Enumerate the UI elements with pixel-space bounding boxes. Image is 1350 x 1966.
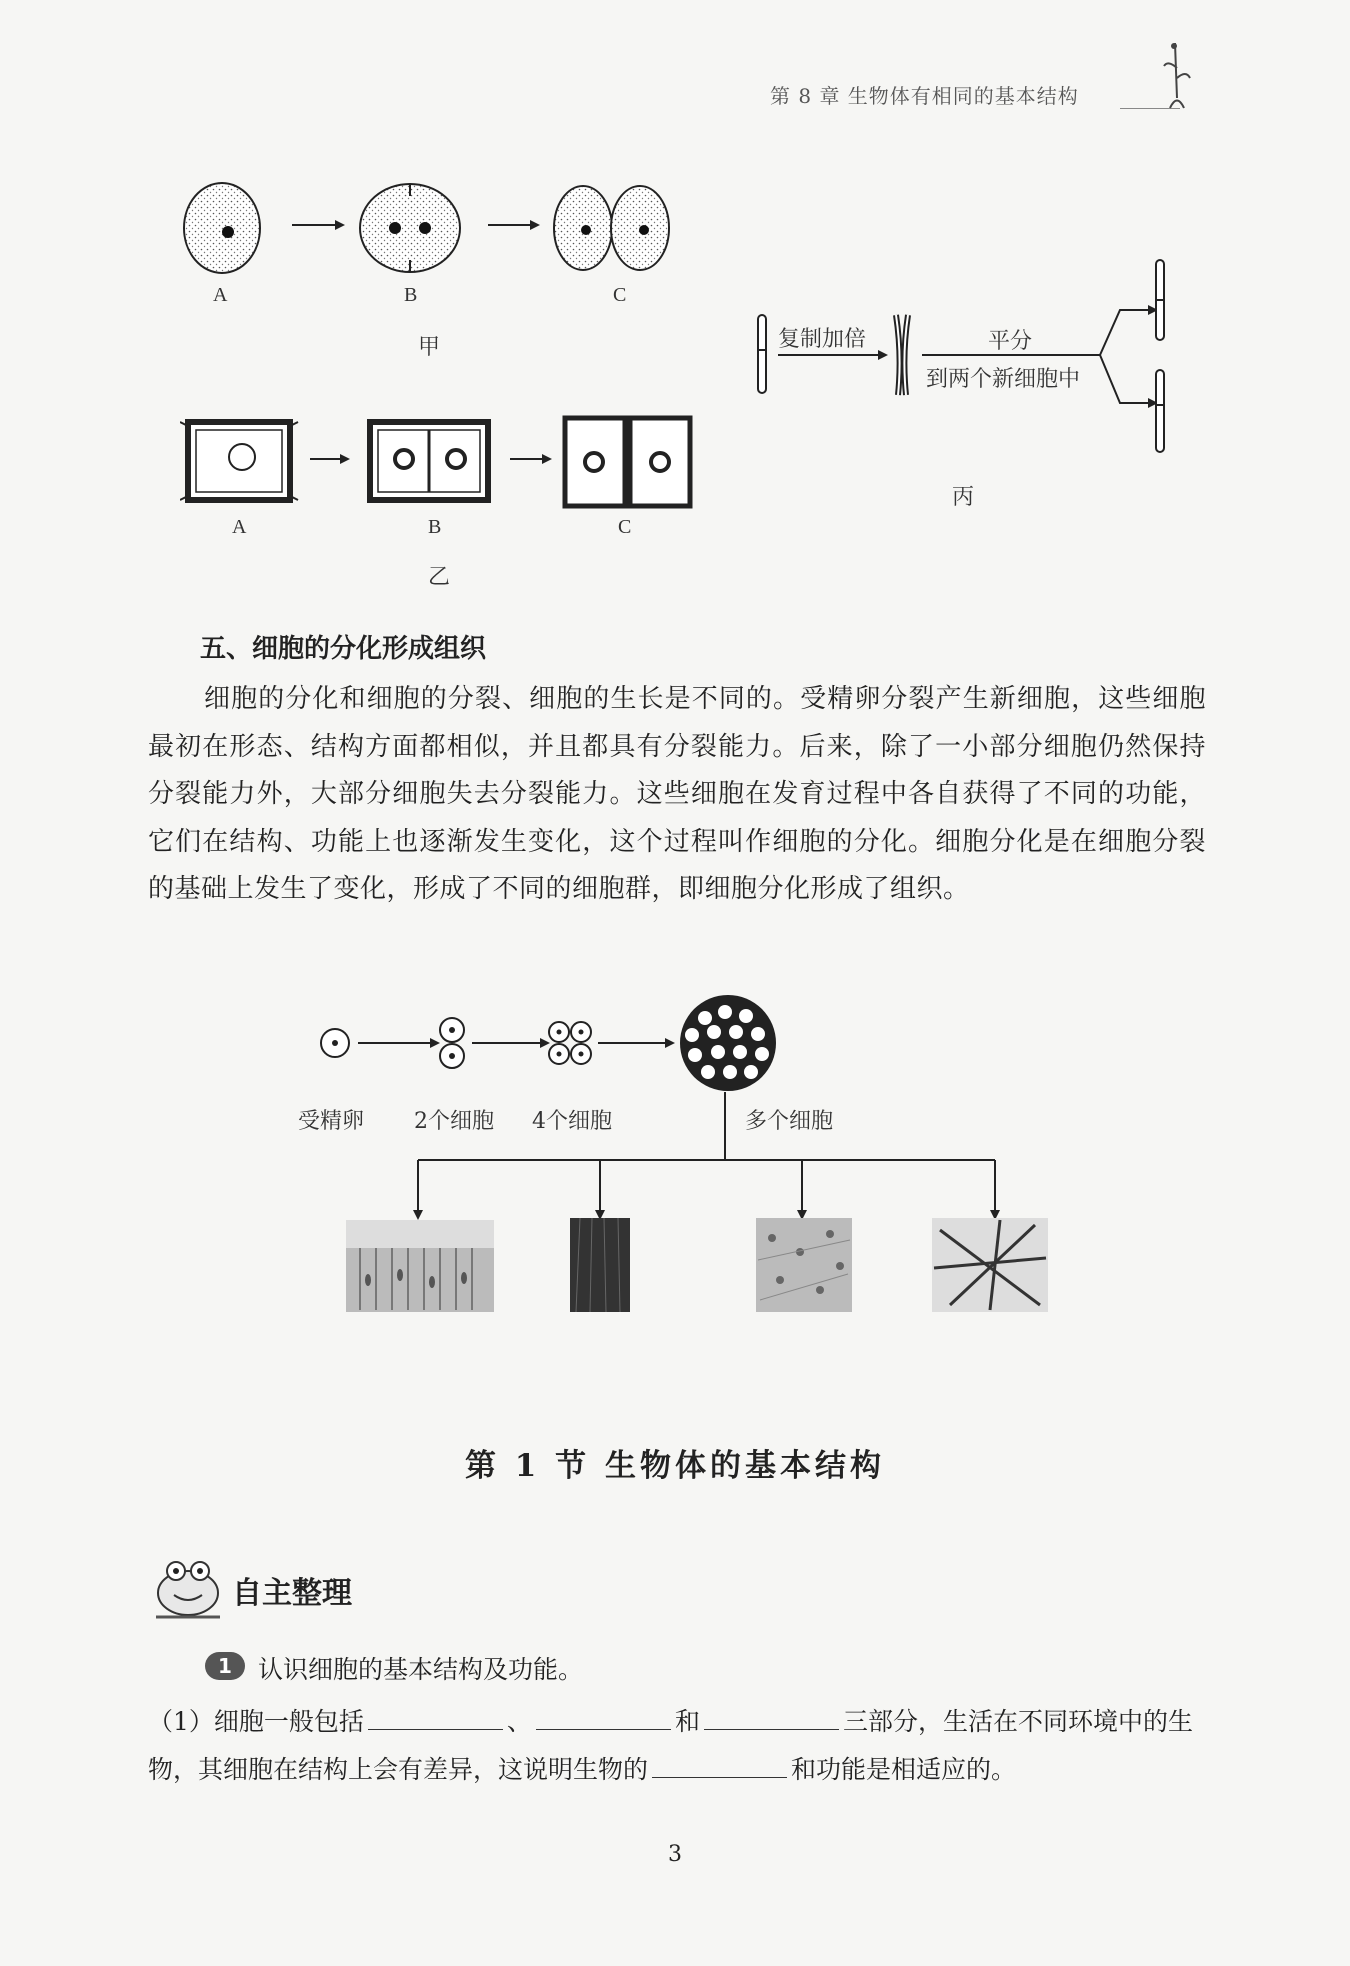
plant-icon xyxy=(1150,38,1200,118)
zygote-cell xyxy=(321,1029,349,1057)
frog-icon xyxy=(146,1555,230,1625)
q1-sep2: 和 xyxy=(674,1707,700,1736)
page-number: 3 xyxy=(668,1842,682,1867)
section-title: 第 1 节 生物体的基本结构 xyxy=(465,1448,885,1484)
jia-label-c: C xyxy=(613,284,627,306)
differentiation-diagram xyxy=(300,990,1080,1320)
figure-yi-diagram xyxy=(180,412,710,517)
figure-bing-diagram xyxy=(750,255,1180,465)
yi-cell-c xyxy=(565,418,690,506)
yi-cell-a xyxy=(180,422,298,500)
jia-label-b: B xyxy=(404,284,418,306)
self-study-title: 自主整理 xyxy=(232,1576,352,1611)
chromosome-daughter-top xyxy=(1156,260,1164,340)
section5-paragraph: 细胞的分化和细胞的分裂、细胞的生长是不同的。受精卵分裂产生新细胞，这些细胞最初在形态、结构方面都相似，并且都具有分裂能力。后来，除了一小部分细胞仍然保持分裂能力外，大部分细胞失去分裂能力。这些细胞在发育过程中各自获得了不同的功能，它们在结构、功能上也逐渐发生变化，这个过程叫作细胞的分化。细胞分化是在细胞分裂的基础上发生了变化，形成了不同的细胞群，即细胞分化形成了组织。 xyxy=(148,684,1206,904)
jia-cell-b xyxy=(360,184,460,272)
label-many-cells: 多个细胞 xyxy=(745,1109,834,1134)
jia-cell-c xyxy=(554,186,669,270)
jia-label-a: A xyxy=(213,284,228,306)
q1-blank-1[interactable] xyxy=(368,1728,503,1730)
q1-blank-4[interactable] xyxy=(652,1776,787,1778)
figure-jia-diagram xyxy=(170,170,690,310)
chromosome-daughter-bottom xyxy=(1156,370,1164,452)
bing-step2-bottom: 到两个新细胞中 xyxy=(926,367,1081,392)
epithelial-tissue xyxy=(346,1220,494,1312)
yi-label-c: C xyxy=(618,516,632,538)
yi-label-a: A xyxy=(232,516,247,538)
bing-step2-top: 平分 xyxy=(988,329,1033,354)
q1-text-a: （1）细胞一般包括 xyxy=(148,1707,364,1736)
jia-caption: 甲 xyxy=(418,335,441,360)
q1-text-b: 三部分，生活在不同环境中的生物，其细胞在结构上会有差异，这说明生物的 xyxy=(148,1707,1193,1784)
nervous-tissue xyxy=(932,1218,1048,1312)
muscle-tissue xyxy=(570,1218,630,1312)
bing-step1: 复制加倍 xyxy=(778,327,867,352)
chromosome-single xyxy=(758,315,766,393)
question-1 xyxy=(148,1698,1208,1794)
label-4-cells: 4个细胞 xyxy=(532,1109,612,1134)
q1-sep1: 、 xyxy=(506,1707,532,1736)
four-cells xyxy=(549,1022,591,1064)
page-header: 第 8 章 生物体有相同的基本结构 xyxy=(770,84,1079,108)
yi-cell-b xyxy=(370,422,488,500)
many-cells xyxy=(680,995,776,1091)
q1-text-c: 和功能是相适应的。 xyxy=(791,1755,1017,1784)
item-number-badge: 1 xyxy=(205,1652,245,1680)
bing-caption: 丙 xyxy=(952,485,975,510)
label-zygote: 受精卵 xyxy=(298,1109,365,1134)
q1-blank-2[interactable] xyxy=(536,1728,671,1730)
connective-tissue xyxy=(756,1218,852,1312)
two-cells xyxy=(440,1018,464,1068)
label-2-cells: 2个细胞 xyxy=(414,1109,494,1134)
q1-blank-3[interactable] xyxy=(704,1728,839,1730)
yi-label-b: B xyxy=(428,516,442,538)
section5-heading: 五、细胞的分化形成组织 xyxy=(200,634,487,664)
yi-caption: 乙 xyxy=(428,565,451,590)
self-study-item1: 认识细胞的基本结构及功能。 xyxy=(258,1655,584,1684)
jia-cell-a xyxy=(184,183,260,273)
chromosome-doubled xyxy=(896,315,908,395)
